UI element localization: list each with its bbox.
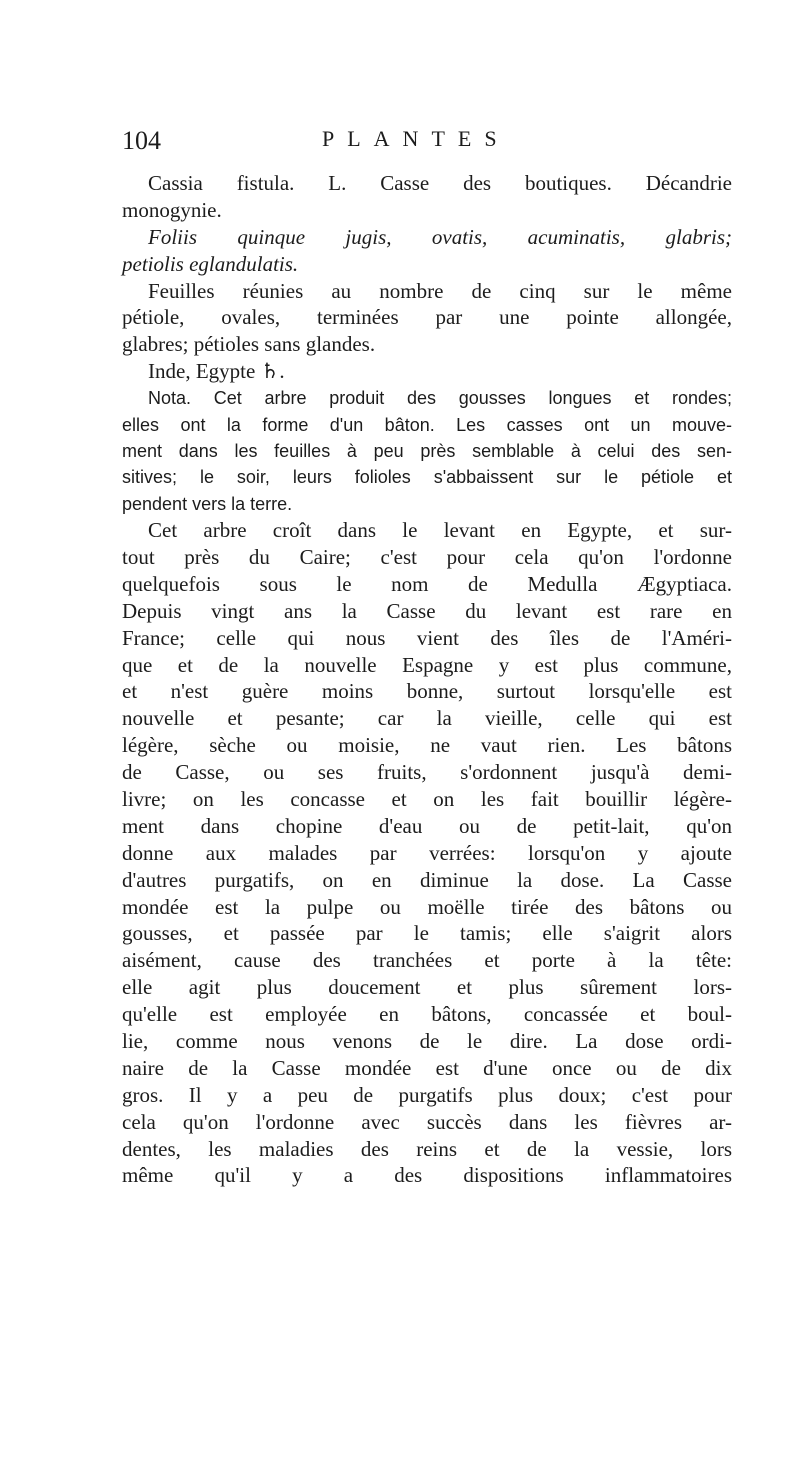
body-line-5: France; celle qui nous vient des îles de l'Améri- [122,625,732,650]
body-line-12: ment dans chopine d'eau ou de petit-lait, qu'on [122,813,732,838]
body-line-1: Cet arbre croît dans le levant en Egypte, et sur- [148,518,732,543]
body-line-18: elle agit plus doucement et plus sûrement lors- [122,975,732,1000]
body-line-2: tout près du Caire; c'est pour cela qu'on l'ordonne [122,544,732,569]
french-description-line-1: Feuilles réunies au nombre de cinq sur le même [148,278,732,303]
latin-description-line-2: petiolis eglandulatis. [122,251,299,276]
habitat-line: Inde, Egypte ♄. [148,359,285,384]
body-line-6: que et de la nouvelle Espagne y est plus commune, [122,652,732,677]
nota-line-1: Nota. Cet arbre produit des gousses longues et rondes; [148,388,732,409]
body-line-3: quelquefois sous le nom de Medulla Ægyptiaca. [122,571,732,596]
french-description-line-3: glabres; pétioles sans glandes. [122,332,376,357]
body-line-15: mondée est la pulpe ou moëlle tirée des bâtons ou [122,894,732,919]
body-line-17: aisément, cause des tranchées et porte à la tête: [122,948,732,973]
body-line-23: cela qu'on l'ordonne avec succès dans les fièvres ar- [122,1109,732,1134]
text-block [122,170,732,1189]
body-line-19: qu'elle est employée en bâtons, concassée et boul- [122,1002,732,1027]
body-line-10: de Casse, ou ses fruits, s'ordonnent jusqu'à demi- [122,760,732,785]
body-line-14: d'autres purgatifs, on en diminue la dose. La Casse [122,867,732,892]
body-line-20: lie, comme nous venons de le dire. La dose ordi- [122,1029,732,1053]
body-line-25: même qu'il y a des dispositions inflammatoires [122,1163,732,1188]
body-line-13: donne aux malades par verrées: lorsqu'on y ajoute [122,840,732,865]
running-title: PLANTES [322,126,510,151]
body-line-22: gros. Il y a peu de purgatifs plus doux; c'est pour [122,1082,732,1107]
body-line-16: gousses, et passée par le tamis; elle s'aigrit alors [122,921,732,946]
species-name-line-1: Cassia fistula. L. Casse des boutiques. Décandrie [148,171,732,195]
french-description-line-2: pétiole, ovales, terminées par une pointe allongée, [122,305,732,330]
body-line-7: et n'est guère moins bonne, surtout lorsqu'elle est [122,679,732,704]
page-number: 104 [122,126,161,155]
nota-line-5: pendent vers la terre. [122,493,293,514]
nota-line-3: ment dans les feuilles à peu près semblable à celui des sen- [122,440,732,461]
body-line-11: livre; on les concasse et on les fait bouillir légère- [122,786,732,811]
body-line-21: naire de la Casse mondée est d'une once ou de dix [122,1055,732,1080]
body-line-8: nouvelle et pesante; car la vieille, celle qui est [122,706,732,731]
body-line-9: légère, sèche ou moisie, ne vaut rien. Les bâtons [122,733,732,758]
body-line-4: Depuis vingt ans la Casse du levant est rare en [122,598,732,623]
latin-description-line-1: Foliis quinque jugis, ovatis, acuminatis, glabris; [148,224,732,249]
nota-line-4: sitives; le soir, leurs folioles s'abbaissent sur le pétiole et [122,467,732,488]
species-name-line-2: monogynie. [122,197,222,222]
body-line-24: dentes, les maladies des reins et de la vessie, lors [122,1136,732,1161]
nota-line-2: elles ont la forme d'un bâton. Les casses ont un mouve- [122,414,732,435]
